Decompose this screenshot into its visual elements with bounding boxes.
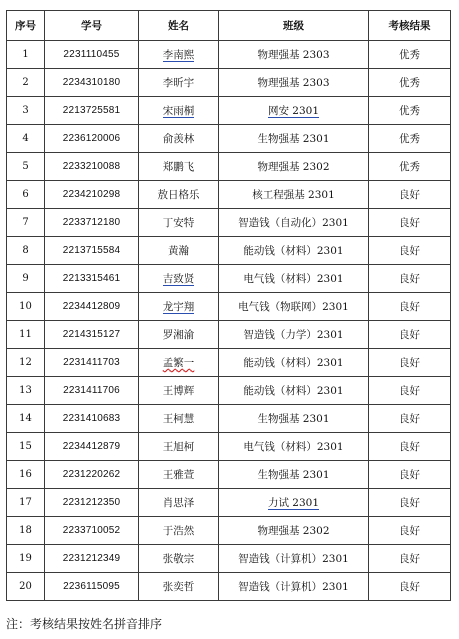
cell-name-text: 龙宇翔 [162, 301, 195, 313]
cell-result [369, 377, 451, 405]
cell-name [139, 377, 219, 405]
cell-result-text: 良好 [399, 217, 420, 229]
cell-student-id-text: 2233210088 [62, 161, 121, 172]
table-row [7, 153, 451, 181]
table-row [7, 405, 451, 433]
table-row [7, 545, 451, 573]
cell-result-text: 良好 [399, 385, 420, 397]
cell-name [139, 573, 219, 601]
cell-student-id-text: 2234412809 [62, 301, 121, 312]
cell-index-text: 9 [22, 273, 29, 284]
cell-class [219, 153, 369, 181]
cell-class [219, 293, 369, 321]
table-header-row [7, 11, 451, 41]
cell-result [369, 545, 451, 573]
cell-student-id [45, 461, 139, 489]
cell-result [369, 265, 451, 293]
cell-name-text: 王旭柯 [162, 441, 195, 453]
cell-name-text: 张敬宗 [162, 553, 195, 565]
cell-index-text: 6 [22, 189, 29, 200]
cell-class-text: 物理强基 2302 [257, 525, 330, 537]
cell-result-text: 良好 [399, 553, 420, 565]
cell-name [139, 97, 219, 125]
cell-student-id [45, 41, 139, 69]
cell-name [139, 433, 219, 461]
cell-name [139, 545, 219, 573]
table-row [7, 237, 451, 265]
cell-index [7, 181, 45, 209]
cell-class-text: 能动钱（材料）2301 [243, 385, 344, 397]
cell-index [7, 209, 45, 237]
cell-class-text: 物理强基 2302 [257, 161, 330, 173]
cell-index [7, 237, 45, 265]
table-row [7, 69, 451, 97]
cell-class [219, 125, 369, 153]
cell-index-text: 3 [22, 105, 29, 116]
table-row [7, 377, 451, 405]
table-row [7, 293, 451, 321]
cell-result-text: 优秀 [399, 77, 420, 89]
cell-class-text: 力试 2301 [267, 497, 320, 509]
cell-name [139, 237, 219, 265]
cell-index-text: 5 [22, 161, 29, 172]
cell-class [219, 433, 369, 461]
cell-name [139, 461, 219, 489]
cell-name-text: 孟繁一 [162, 357, 195, 369]
cell-index-text: 8 [22, 245, 29, 256]
cell-student-id [45, 517, 139, 545]
cell-result-text: 良好 [399, 273, 420, 285]
cell-class-text: 物理强基 2303 [257, 49, 330, 61]
cell-result [369, 321, 451, 349]
cell-index-text: 11 [19, 329, 32, 340]
cell-result-text: 优秀 [399, 133, 420, 145]
header-student-id: 学号 [45, 11, 139, 41]
cell-result [369, 97, 451, 125]
table-body [7, 41, 451, 601]
cell-name-text: 郑鹏飞 [162, 161, 195, 173]
cell-result-text: 良好 [399, 189, 420, 201]
cell-class-text: 智造钱（计算机）2301 [238, 553, 349, 565]
cell-name [139, 125, 219, 153]
cell-index-text: 13 [19, 385, 32, 396]
cell-class [219, 545, 369, 573]
cell-student-id [45, 153, 139, 181]
cell-name [139, 69, 219, 97]
cell-student-id-text: 2231220262 [62, 469, 121, 480]
cell-student-id-text: 2236115095 [63, 581, 120, 592]
cell-result [369, 41, 451, 69]
table-row [7, 433, 451, 461]
cell-class [219, 181, 369, 209]
cell-name [139, 293, 219, 321]
cell-result-text: 优秀 [399, 105, 420, 117]
header-result: 考核结果 [369, 11, 451, 41]
cell-index-text: 19 [19, 553, 32, 564]
cell-index [7, 517, 45, 545]
cell-student-id [45, 265, 139, 293]
cell-student-id [45, 97, 139, 125]
table-row [7, 97, 451, 125]
cell-index [7, 349, 45, 377]
cell-student-id-text: 2213715584 [62, 245, 121, 256]
cell-index-text: 10 [19, 301, 32, 312]
cell-index-text: 4 [22, 133, 29, 144]
cell-index-text: 1 [22, 49, 29, 60]
cell-student-id-text: 2214315127 [62, 329, 121, 340]
cell-result [369, 181, 451, 209]
cell-class-text: 物理强基 2303 [257, 77, 330, 89]
cell-result [369, 209, 451, 237]
cell-name-text: 王柯慧 [162, 413, 195, 425]
table-row [7, 517, 451, 545]
cell-class [219, 209, 369, 237]
cell-index [7, 461, 45, 489]
cell-name-text: 王博辉 [162, 385, 195, 397]
cell-student-id-text: 2233710052 [62, 525, 121, 536]
table-row [7, 461, 451, 489]
cell-index-text: 16 [19, 469, 32, 480]
cell-class [219, 461, 369, 489]
cell-class [219, 321, 369, 349]
cell-result-text: 良好 [399, 245, 420, 257]
cell-student-id-text: 2236120006 [62, 133, 121, 144]
cell-name-text: 俞羡林 [162, 133, 195, 145]
cell-class-text: 智造钱（自动化）2301 [238, 217, 349, 229]
cell-student-id-text: 2234412879 [62, 441, 121, 452]
cell-result [369, 573, 451, 601]
cell-name-text: 吉致贤 [162, 273, 195, 285]
table-row [7, 209, 451, 237]
cell-student-id [45, 69, 139, 97]
cell-index-text: 18 [19, 525, 32, 536]
cell-index [7, 265, 45, 293]
cell-student-id-text: 2231411703 [63, 357, 120, 368]
cell-index-text: 12 [19, 357, 32, 368]
cell-student-id [45, 433, 139, 461]
cell-result [369, 489, 451, 517]
cell-index-text: 17 [19, 497, 32, 508]
cell-index [7, 489, 45, 517]
cell-student-id [45, 125, 139, 153]
cell-name-text: 李昕宇 [162, 77, 195, 89]
cell-result-text: 良好 [399, 581, 420, 593]
cell-name-text: 宋雨桐 [162, 105, 195, 117]
cell-class [219, 237, 369, 265]
cell-student-id-text: 2213315461 [62, 273, 121, 284]
cell-index [7, 69, 45, 97]
cell-name [139, 209, 219, 237]
cell-result [369, 461, 451, 489]
cell-student-id-text: 2234310180 [62, 77, 121, 88]
cell-result-text: 优秀 [399, 49, 420, 61]
cell-index-text: 15 [19, 441, 32, 452]
cell-result-text: 良好 [399, 301, 420, 313]
cell-student-id [45, 377, 139, 405]
cell-class-text: 网安 2301 [267, 105, 320, 117]
cell-student-id-text: 2233712180 [62, 217, 121, 228]
cell-result [369, 293, 451, 321]
cell-index-text: 14 [19, 413, 32, 424]
cell-name [139, 153, 219, 181]
cell-index [7, 41, 45, 69]
cell-name-text: 罗湘渝 [162, 329, 195, 341]
cell-name-text: 肖思泽 [162, 497, 195, 509]
cell-index [7, 573, 45, 601]
cell-class-text: 智造钱（计算机）2301 [238, 581, 349, 593]
cell-student-id-text: 2231411706 [63, 385, 120, 396]
cell-student-id [45, 181, 139, 209]
cell-result [369, 69, 451, 97]
cell-class-text: 生物强基 2301 [257, 469, 330, 481]
cell-name [139, 41, 219, 69]
cell-result-text: 良好 [399, 497, 420, 509]
cell-name [139, 265, 219, 293]
cell-name-text: 张奕哲 [162, 581, 195, 593]
cell-student-id-text: 2231410683 [62, 413, 121, 424]
cell-class [219, 349, 369, 377]
cell-class-text: 电气钱（材料）2301 [243, 273, 344, 285]
cell-student-id-text: 2231212349 [62, 553, 121, 564]
cell-class-text: 电气钱（物联网）2301 [238, 301, 349, 313]
cell-result [369, 349, 451, 377]
cell-student-id [45, 321, 139, 349]
cell-result-text: 优秀 [399, 161, 420, 173]
cell-student-id [45, 489, 139, 517]
cell-result [369, 433, 451, 461]
cell-index-text: 7 [22, 217, 29, 228]
cell-class [219, 517, 369, 545]
cell-result [369, 517, 451, 545]
cell-name [139, 489, 219, 517]
cell-name [139, 321, 219, 349]
cell-result-text: 良好 [399, 357, 420, 369]
cell-student-id [45, 293, 139, 321]
cell-name-text: 李南熙 [162, 49, 195, 61]
cell-result [369, 405, 451, 433]
cell-student-id [45, 209, 139, 237]
cell-name-text: 丁安特 [162, 217, 195, 229]
cell-name [139, 349, 219, 377]
cell-index [7, 545, 45, 573]
cell-class-text: 核工程强基 2301 [252, 189, 335, 201]
cell-result-text: 良好 [399, 413, 420, 425]
cell-index [7, 433, 45, 461]
cell-name [139, 181, 219, 209]
results-table [6, 10, 451, 601]
cell-name-text: 于浩然 [162, 525, 195, 537]
cell-name [139, 405, 219, 433]
cell-student-id [45, 405, 139, 433]
cell-name-text: 黄瀚 [168, 245, 189, 257]
cell-class [219, 405, 369, 433]
cell-index-text: 20 [19, 581, 32, 592]
table-row [7, 125, 451, 153]
cell-result-text: 良好 [399, 441, 420, 453]
table-row [7, 489, 451, 517]
cell-name-text: 王雅萱 [162, 469, 195, 481]
cell-class-text: 生物强基 2301 [257, 133, 330, 145]
cell-class [219, 489, 369, 517]
table-row [7, 181, 451, 209]
cell-class-text: 能动钱（材料）2301 [243, 357, 344, 369]
cell-class-text: 能动钱（材料）2301 [243, 245, 344, 257]
cell-result-text: 良好 [399, 469, 420, 481]
cell-name-text: 敖日格乐 [157, 189, 200, 201]
results-table-container [6, 10, 450, 601]
cell-result-text: 良好 [399, 525, 420, 537]
cell-index [7, 405, 45, 433]
cell-index [7, 125, 45, 153]
cell-class-text: 智造钱（力学）2301 [243, 329, 344, 341]
cell-class [219, 265, 369, 293]
cell-class-text: 电气钱（材料）2301 [243, 441, 344, 453]
cell-result [369, 237, 451, 265]
header-index: 序号 [7, 11, 45, 41]
cell-index-text: 2 [22, 77, 29, 88]
table-row [7, 265, 451, 293]
table-row [7, 349, 451, 377]
header-class: 班级 [219, 11, 369, 41]
cell-student-id [45, 349, 139, 377]
cell-student-id-text: 2234210298 [62, 189, 121, 200]
cell-class [219, 573, 369, 601]
footnote: 注：考核结果按姓名拼音排序 [6, 617, 163, 631]
cell-student-id [45, 573, 139, 601]
cell-index [7, 97, 45, 125]
cell-result-text: 良好 [399, 329, 420, 341]
cell-student-id [45, 545, 139, 573]
cell-result [369, 125, 451, 153]
table-row [7, 321, 451, 349]
cell-student-id [45, 237, 139, 265]
cell-name [139, 517, 219, 545]
cell-class-text: 生物强基 2301 [257, 413, 330, 425]
cell-student-id-text: 2231110455 [63, 49, 120, 60]
table-row [7, 573, 451, 601]
cell-student-id-text: 2213725581 [62, 105, 121, 116]
cell-student-id-text: 2231212350 [62, 497, 121, 508]
cell-index [7, 153, 45, 181]
cell-index [7, 293, 45, 321]
cell-class [219, 41, 369, 69]
header-name: 姓名 [139, 11, 219, 41]
cell-class [219, 97, 369, 125]
cell-index [7, 321, 45, 349]
cell-result [369, 153, 451, 181]
table-row [7, 41, 451, 69]
cell-index [7, 377, 45, 405]
cell-class [219, 69, 369, 97]
cell-class [219, 377, 369, 405]
